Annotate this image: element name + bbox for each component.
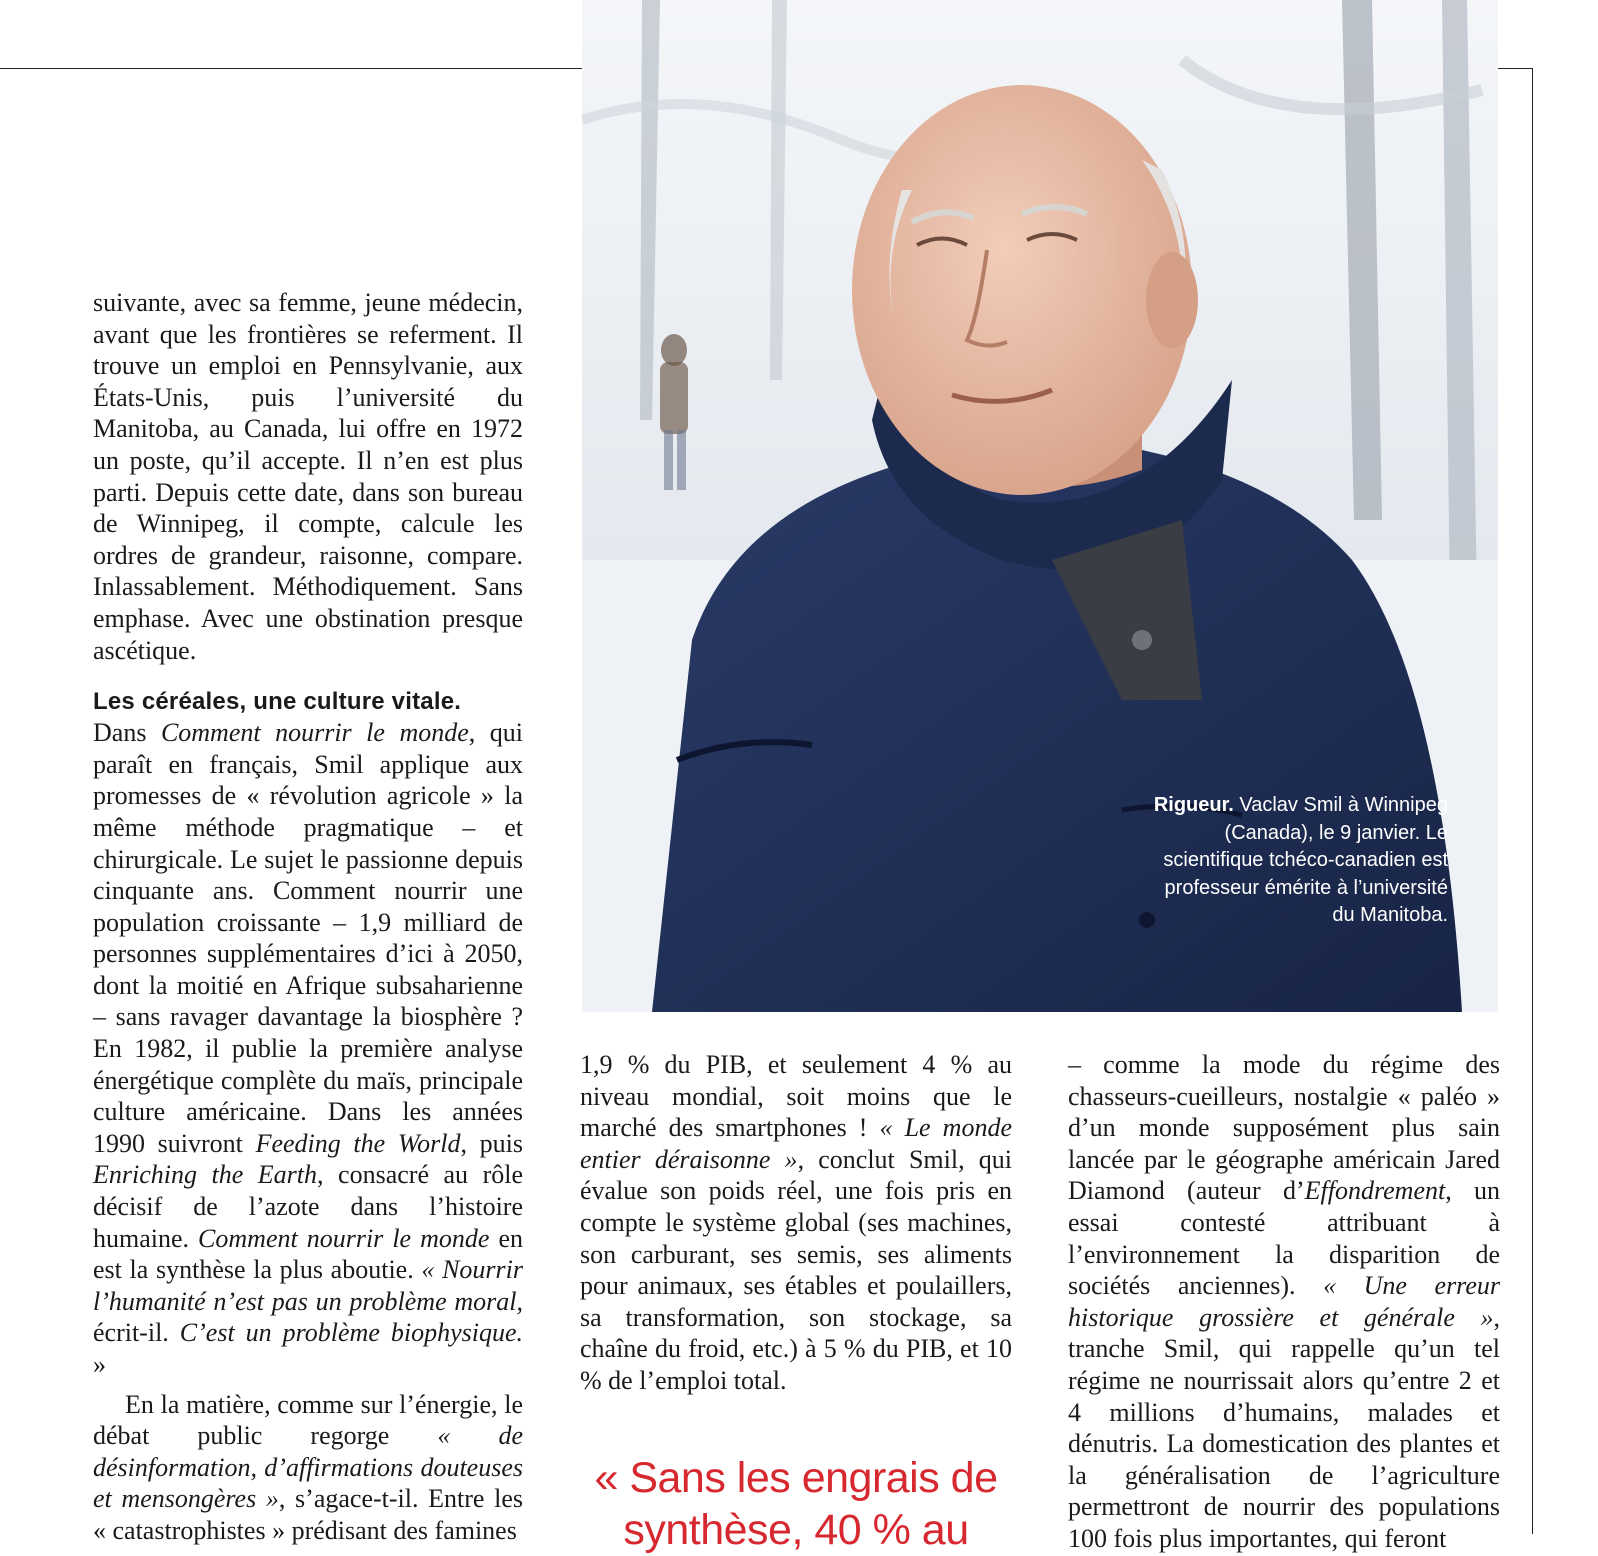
- article-column-2: [580, 1049, 1012, 1397]
- caption-lead: Rigueur.: [1153, 794, 1234, 816]
- top-rule: [0, 68, 582, 69]
- pull-quote: « Sans les engrais de synthèse, 40 % au: [594, 1454, 998, 1554]
- paragraph: – comme la mode du régime des chasseurs-cueilleurs, nostalgie « paléo » d’un monde supposément plus sain lancée par le géographe américain Jared Diamond (auteur d’Effondrement, un essai contesté attribuant à l’environnement la disparition de sociétés anciennes). « Une erreur historique grossière et générale », tranche Smil, qui rappelle qu’un tel régime ne nourrissait alors qu’entre 2 et 4 millions d’humains, malades et dénutris. La domestication des plantes et la généralisation de l’agriculture permettront de nourrir des populations 100 fois plus importantes, qui feront: [1068, 1050, 1500, 1553]
- right-frame-rule: [1498, 68, 1532, 69]
- article-column-3: [1068, 1049, 1500, 1555]
- caption-text: Vaclav Smil à Winnipeg (Canada), le 9 janvier. Le scientifique tchéco-canadien est professeur émérite à l’université du Manitoba.: [1163, 794, 1448, 926]
- paragraph: 1,9 % du PIB, et seulement 4 % au niveau mondial, soit moins que le marché des smartphones ! « Le monde entier déraisonne », conclut Smil, qui évalue son poids réel, une fois pris en compte le système global (ses machines, son carburant, ses semis, ses aliments pour animaux, ses étables et poulaillers, sa transformation, son stockage, sa chaîne du froid, etc.) à 5 % du PIB, et 10 % de l’emploi total.: [580, 1050, 1012, 1395]
- paragraph: suivante, avec sa femme, jeune médecin, avant que les frontières se referment. Il trouve un emploi en Pennsylvanie, aux États-Unis, puis l’université du Manitoba, au Canada, lui offre en 1972 un poste, qu’il accepte. Il n’en est plus parti. Depuis cette date, dans son bureau de Winnipeg, il compte, calcule les ordres de grandeur, raisonne, compare. Inlassablement. Méthodiquement. Sans emphase. Avec une obstination presque ascétique.: [93, 288, 523, 665]
- paragraph: En la matière, comme sur l’énergie, le débat public regorge « de désinformation, d’affirmations douteuses et mensongères », s’agace-t-il. Entre les « catastrophistes » prédisant des famines: [93, 1389, 524, 1545]
- right-frame-rule-vertical: [1532, 68, 1533, 1534]
- photo-caption: [1140, 792, 1448, 930]
- article-column-1: [93, 287, 523, 1547]
- paragraph: Dans Comment nourrir le monde, qui paraît en français, Smil applique aux promesses de « révolution agricole » la même méthode pragmatique – et chirurgicale. Le sujet le passionne depuis cinquante ans. Comment nourrir une population croissante – 1,9 milliard de personnes supplémentaires d’ici à 2050, dont la moitié en Afrique subsaharienne – sans ravager davantage la biosphère ? En 1982, il publie la première analyse énergétique complète du maïs, principale culture américaine. Dans les années 1990 suivront Feeding the World, puis Enriching the Earth, consacré au rôle décisif de l’azote dans l’histoire humaine. Comment nourrir le monde en est la synthèse la plus aboutie. « Nourrir l’humanité n’est pas un problème moral, écrit-il. C’est un problème biophysique. »: [93, 718, 523, 1379]
- section-subhead: Les céréales, une culture vitale.: [93, 688, 462, 716]
